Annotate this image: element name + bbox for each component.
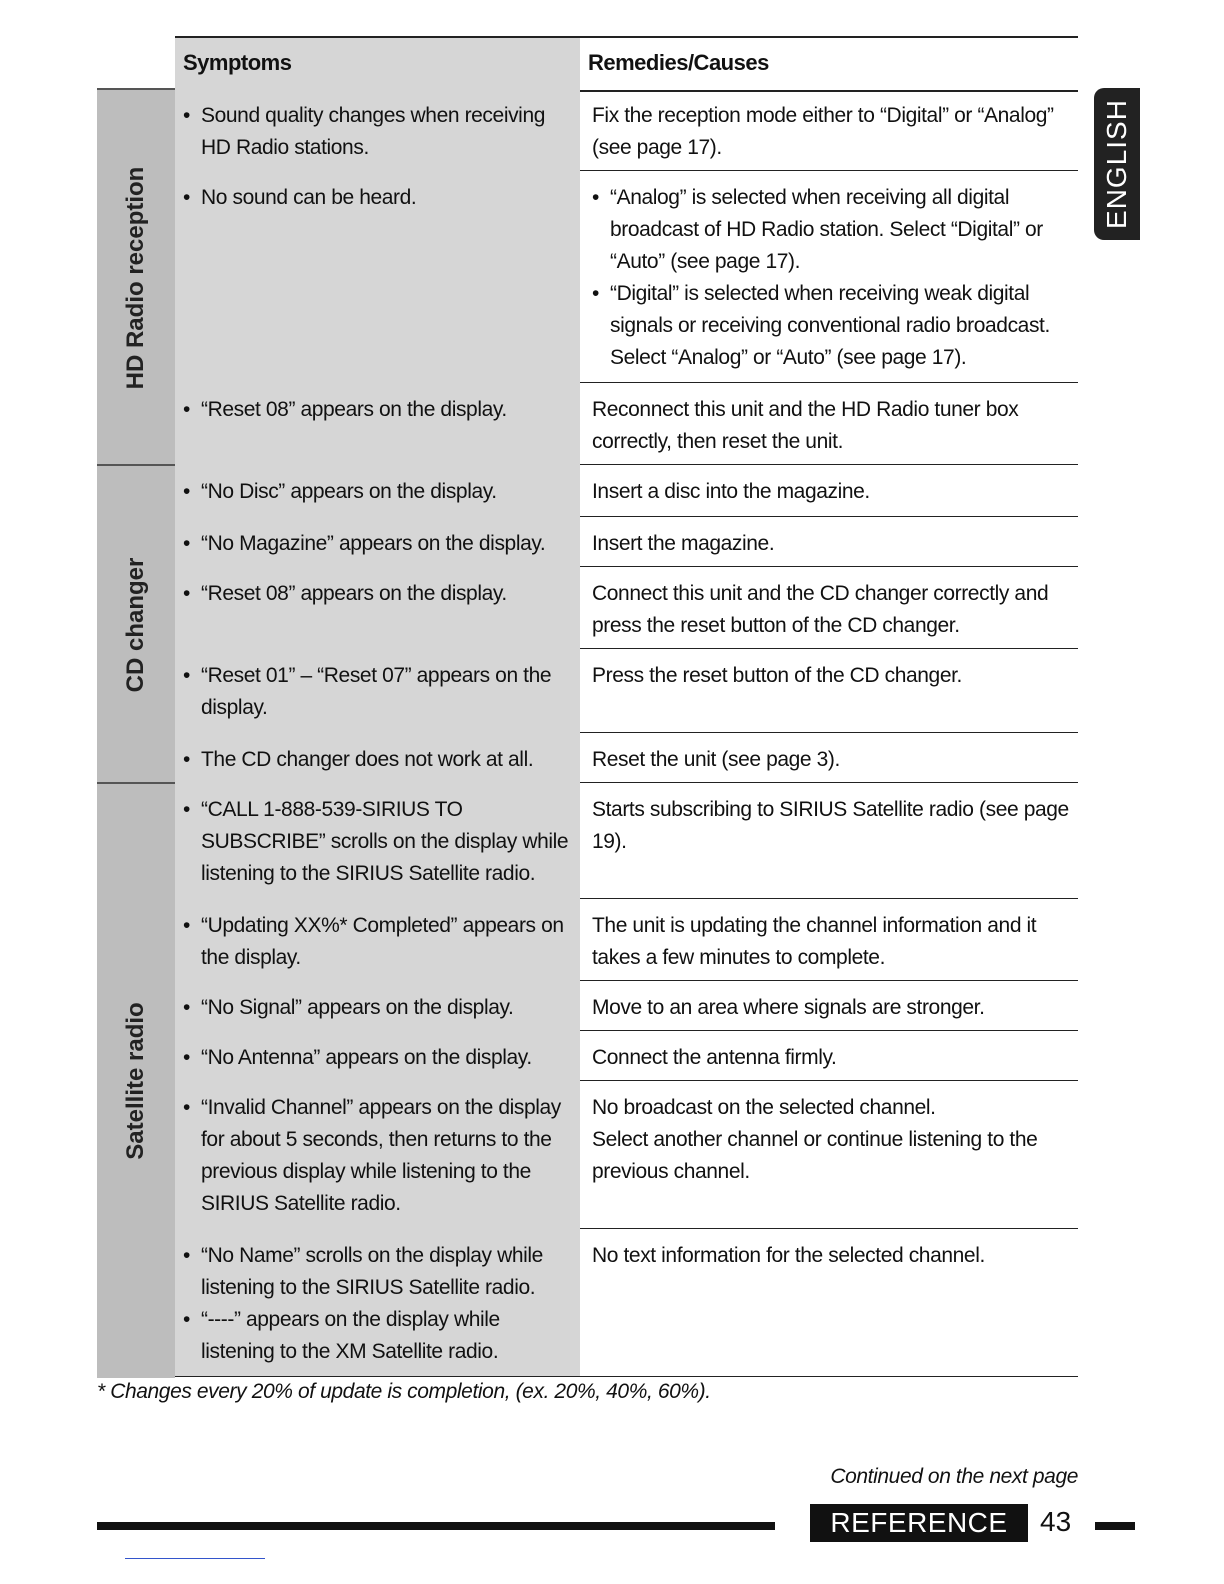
symptom-cell bbox=[175, 170, 580, 382]
remedy-text: Move to an area where signals are stronger. bbox=[592, 996, 985, 1019]
symptom-item: • “No Disc” appears on the display. bbox=[183, 476, 573, 508]
symptom-item: • “No Magazine” appears on the display. bbox=[183, 528, 573, 560]
remedy-text: Reset the unit (see page 3). bbox=[592, 748, 840, 771]
symptom-item: • “Reset 08” appears on the display. bbox=[183, 578, 573, 610]
remedy-cell bbox=[580, 980, 1078, 1030]
category-label-satellite: Satellite radio bbox=[122, 1002, 149, 1160]
remedy-text: No broadcast on the selected channel. Select another channel or continue listening to the previous channel. bbox=[592, 1096, 1038, 1183]
remedy-cell bbox=[580, 732, 1078, 782]
table-row bbox=[175, 566, 1078, 649]
continued-note: Continued on the next page bbox=[830, 1465, 1078, 1488]
remedy-cell bbox=[580, 170, 1078, 382]
category-band-cd-changer bbox=[97, 464, 175, 784]
symptom-cell bbox=[175, 1030, 580, 1080]
category-label-cd-changer: CD changer bbox=[122, 557, 149, 693]
symptoms-header-cell bbox=[175, 38, 580, 90]
symptom-cell bbox=[175, 1080, 580, 1228]
remedy-text: Insert the magazine. bbox=[592, 532, 775, 555]
symptom-item: • “Updating XX%* Completed” appears on the display. bbox=[183, 910, 573, 974]
symptom-cell bbox=[175, 382, 580, 464]
remedy-cell bbox=[580, 898, 1078, 980]
table-row bbox=[175, 732, 1078, 783]
remedy-cell bbox=[580, 566, 1078, 648]
section-label: REFERENCE bbox=[830, 1507, 1008, 1538]
remedy-item: • “Digital” is selected when receiving weak digital signals or receiving conventional radio broadcast. Select “Analog” or “Auto” (see page 17). bbox=[592, 278, 1076, 374]
symptom-item: • “No Antenna” appears on the display. bbox=[183, 1042, 573, 1074]
symptoms-header: Symptoms bbox=[183, 50, 292, 75]
symptom-cell bbox=[175, 566, 580, 648]
symptom-item: • “CALL 1-888-539-SIRIUS TO SUBSCRIBE” scrolls on the display while listening to the SIRIUS Satellite radio. bbox=[183, 794, 573, 890]
page-number: 43 bbox=[1040, 1506, 1072, 1537]
symptom-item: • “Invalid Channel” appears on the display for about 5 seconds, then returns to the previous display while listening to the SIRIUS Satellite radio. bbox=[183, 1092, 573, 1220]
remedy-text: Connect the antenna firmly. bbox=[592, 1046, 837, 1069]
remedies-header: Remedies/Causes bbox=[588, 50, 769, 75]
remedy-cell bbox=[580, 382, 1078, 464]
language-tab-label: ENGLISH bbox=[1101, 99, 1132, 229]
remedy-text: Reconnect this unit and the HD Radio tuner box correctly, then reset the unit. bbox=[592, 398, 1019, 453]
symptom-cell bbox=[175, 464, 580, 516]
symptom-cell bbox=[175, 648, 580, 732]
category-label-hd-radio: HD Radio reception bbox=[122, 166, 149, 390]
symptom-cell bbox=[175, 1228, 580, 1376]
table-row bbox=[175, 170, 1078, 383]
remedy-item: • “Analog” is selected when receiving all digital broadcast of HD Radio station. Select “Digital” or “Auto” (see page 17). bbox=[592, 182, 1076, 278]
table-row bbox=[175, 88, 1078, 171]
remedy-cell bbox=[580, 464, 1078, 516]
symptom-item: • “Reset 08” appears on the display. bbox=[183, 394, 573, 426]
table-row bbox=[175, 782, 1078, 899]
remedy-text: Press the reset button of the CD changer. bbox=[592, 664, 962, 687]
symptom-cell bbox=[175, 516, 580, 566]
symptom-item: • “No Name” scrolls on the display while listening to the SIRIUS Satellite radio. bbox=[183, 1240, 573, 1304]
symptom-cell bbox=[175, 782, 580, 898]
table-row bbox=[175, 980, 1078, 1031]
symptom-cell bbox=[175, 898, 580, 980]
table-row bbox=[175, 516, 1078, 567]
symptom-item: • “Reset 01” – “Reset 07” appears on the display. bbox=[183, 660, 573, 724]
table-header bbox=[175, 36, 1078, 92]
remedy-text: Starts subscribing to SIRIUS Satellite radio (see page 19). bbox=[592, 798, 1069, 853]
symptom-cell bbox=[175, 980, 580, 1030]
table-row bbox=[175, 464, 1078, 517]
footer-rule-left bbox=[97, 1522, 775, 1530]
category-band-satellite bbox=[97, 782, 175, 1378]
remedy-cell bbox=[580, 88, 1078, 170]
remedy-text: The unit is updating the channel information and it takes a few minutes to complete. bbox=[592, 914, 1037, 969]
remedy-text: Fix the reception mode either to “Digital” or “Analog” (see page 17). bbox=[592, 104, 1054, 159]
symptom-item: • “No Signal” appears on the display. bbox=[183, 992, 573, 1024]
table-row bbox=[175, 898, 1078, 981]
remedy-cell bbox=[580, 782, 1078, 898]
section-badge bbox=[810, 1504, 1028, 1542]
remedies-header-cell bbox=[580, 38, 1078, 90]
table-row bbox=[175, 648, 1078, 733]
table-row bbox=[175, 1228, 1078, 1377]
symptom-cell bbox=[175, 732, 580, 782]
remedy-cell bbox=[580, 516, 1078, 566]
category-band-hd-radio bbox=[97, 88, 175, 466]
symptom-cell bbox=[175, 88, 580, 170]
table-row bbox=[175, 1080, 1078, 1229]
table-row bbox=[175, 1030, 1078, 1081]
symptom-item: • No sound can be heard. bbox=[183, 182, 573, 214]
symptom-item: • Sound quality changes when receiving HD Radio stations. bbox=[183, 100, 573, 164]
remedy-cell bbox=[580, 1228, 1078, 1376]
symptom-item: • “----” appears on the display while listening to the XM Satellite radio. bbox=[183, 1304, 573, 1368]
remedy-text: Insert a disc into the magazine. bbox=[592, 480, 870, 503]
footer-rule-right bbox=[1095, 1522, 1135, 1530]
scan-artifact-line bbox=[125, 1558, 265, 1559]
remedy-text: Connect this unit and the CD changer correctly and press the reset button of the CD changer. bbox=[592, 582, 1049, 637]
remedy-cell bbox=[580, 648, 1078, 732]
table-row bbox=[175, 382, 1078, 465]
remedy-cell bbox=[580, 1080, 1078, 1228]
footnote: * Changes every 20% of update is completion, (ex. 20%, 40%, 60%). bbox=[97, 1380, 711, 1403]
language-tab bbox=[1094, 88, 1140, 240]
symptom-item: • The CD changer does not work at all. bbox=[183, 744, 573, 776]
remedy-cell bbox=[580, 1030, 1078, 1080]
remedy-text: No text information for the selected channel. bbox=[592, 1244, 985, 1267]
